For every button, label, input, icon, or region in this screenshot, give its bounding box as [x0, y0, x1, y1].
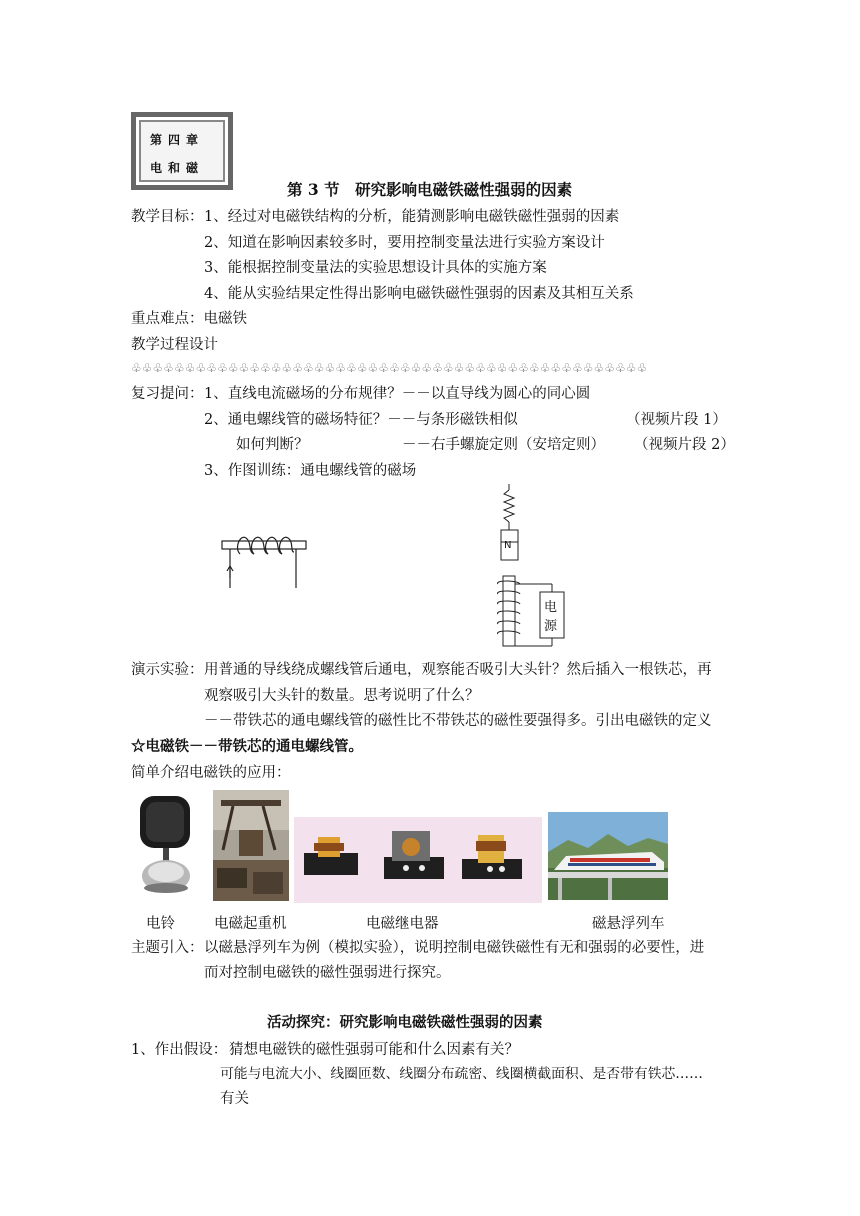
goal-2: 2、知道在影响因素较多时，要用控制变量法进行实验方案设计 [204, 235, 605, 251]
caption-crane: 电磁起重机 [214, 916, 287, 932]
review-q2: 2、通电螺线管的磁场特征？－－与条形磁铁相似 [204, 412, 518, 428]
demo-line3: －－带铁芯的通电螺线管的磁性比不带铁芯的磁性要强得多。引出电磁铁的定义 [204, 713, 712, 729]
review-q2b: 如何判断？ [236, 437, 309, 453]
magnet-label: N [504, 540, 512, 551]
review-q3: 3、作图训练：通电螺线管的磁场 [204, 463, 417, 479]
page-title: 第 3 节 研究影响电磁铁磁性强弱的因素 [287, 180, 573, 199]
goal-3: 3、能根据控制变量法的实验思想设计具体的实施方案 [204, 260, 547, 276]
goals-label: 教学目标： [131, 209, 204, 225]
applications-intro: 简单介绍电磁铁的应用： [131, 765, 291, 781]
demo-label: 演示实验： [131, 662, 204, 678]
decorative-divider: ♧♧♧♧♧♧♧♧♧♧♧♧♧♧♧♧♧♧♧♧♧♧♧♧♧♧♧♧♧♧♧♧♧♧♧♧♧♧♧♧♧♧♧♧♧♧♧♧ [131, 361, 648, 375]
caption-relay: 电磁继电器 [366, 916, 439, 932]
solenoid-diagram-left [218, 528, 313, 590]
key-points: 重点难点：电磁铁 [131, 311, 247, 327]
topic-label: 主题引入： [131, 940, 204, 956]
relay-photo [294, 817, 542, 903]
review-q1: 1、直线电流磁场的分布规律？－－以直导线为圆心的同心圆 [204, 386, 591, 402]
solenoid-diagram-right [492, 484, 572, 652]
goal-1: 1、经过对电磁铁结构的分析，能猜测影响电磁铁磁性强弱的因素 [204, 209, 620, 225]
chapter-seal [131, 112, 233, 190]
caption-maglev: 磁悬浮列车 [592, 916, 665, 932]
process-heading: 教学过程设计 [131, 337, 218, 353]
demo-line2: 观察吸引大头针的数量。思考说明了什么？ [204, 688, 480, 704]
review-q2-video: （视频片段 1） [626, 412, 727, 428]
electromagnet-definition: ☆电磁铁－－带铁芯的通电螺线管。 [131, 738, 363, 755]
hypothesis-question: 猜想电磁铁的磁性强弱可能和什么因素有关？ [229, 1042, 519, 1058]
review-q2b-answer: －－右手螺旋定则（安培定则） [402, 437, 605, 453]
caption-bell: 电铃 [146, 916, 175, 932]
power-label-2: 源 [544, 619, 558, 634]
hypothesis-line1: 可能与电流大小、线圈匝数、线圈分布疏密、线圈横截面积、是否带有铁芯…… [220, 1066, 703, 1082]
review-q2b-video: （视频片段 2） [634, 437, 735, 453]
hypothesis-label: 1、作出假设： [131, 1042, 228, 1058]
electric-bell-photo [136, 792, 198, 898]
demo-line1: 用普通的导线绕成螺线管后通电，观察能否吸引大头针？然后插入一根铁芯，再 [204, 662, 712, 678]
seal-line2: 电和磁 [150, 161, 205, 175]
topic-line2: 而对控制电磁铁的磁性强弱进行探究。 [204, 965, 451, 981]
seal-line1: 第四章 [150, 133, 205, 147]
maglev-train-photo [548, 812, 668, 900]
hypothesis-line2: 有关 [220, 1091, 249, 1107]
goal-4: 4、能从实验结果定性得出影响电磁铁磁性强弱的因素及其相互关系 [204, 286, 634, 302]
power-label-1: 电 [544, 600, 558, 615]
review-label: 复习提问： [131, 386, 204, 402]
activity-title: 活动探究：研究影响电磁铁磁性强弱的因素 [267, 1014, 543, 1031]
crane-photo [213, 790, 289, 901]
topic-line1: 以磁悬浮列车为例（模拟实验），说明控制电磁铁磁性有无和强弱的必要性，进 [204, 940, 705, 956]
